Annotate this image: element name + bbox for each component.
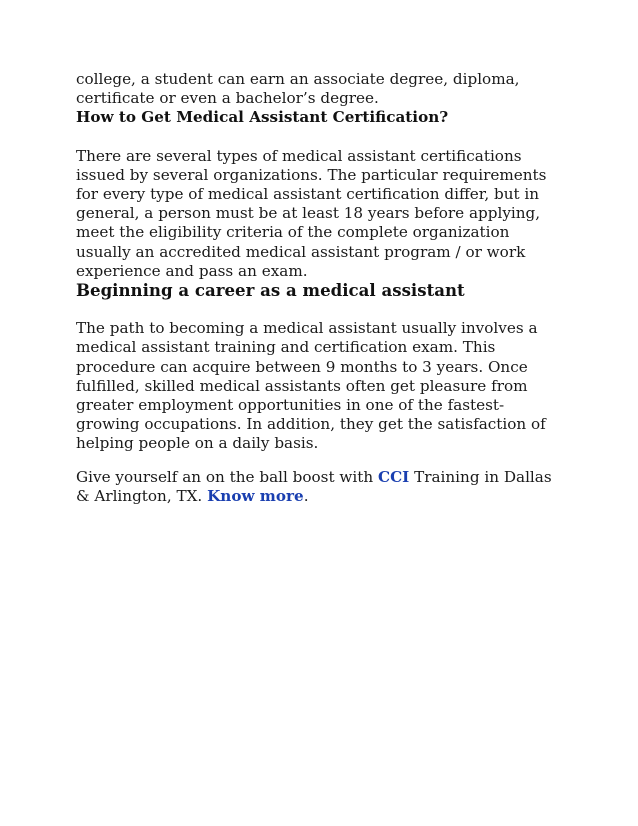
intro-line-1: college, a student can earn an associate degree, diploma, <box>76 70 520 88</box>
career-heading: Beginning a career as a medical assistant <box>76 280 465 301</box>
know-more-link[interactable]: Know more <box>207 486 304 505</box>
closing-prefix: Give yourself an on the ball boost with <box>76 467 378 486</box>
certification-heading: How to Get Medical Assistant Certification? <box>76 108 449 127</box>
certification-paragraph: There are several types of medical assistant certifications issued by several organizations. The particular requirements for every type of medical assistant certification differ, but in general, a person must be at least 18 years before applying, meet the eligibility criteria of the complete organization usually an accredited medical assistant program / or work experience and pass an exam. <box>76 146 547 280</box>
career-paragraph: The path to becoming a medical assistant usually involves a medical assistant training and certification exam. This procedure can acquire between 9 months to 3 years. Once fulfilled, skilled medical assistants often get pleasure from greater employment opportunities in one of the fastest-growing occupations. In addition, they get the satisfaction of helping people on a daily basis. <box>76 319 546 453</box>
intro-line-2: certificate or even a bachelor’s degree. <box>76 89 379 108</box>
document-page <box>76 70 556 506</box>
closing-middle: Training in Dallas & Arlington, TX. <box>76 467 552 505</box>
closing-paragraph <box>76 468 556 506</box>
closing-suffix: . <box>303 486 309 505</box>
cci-link[interactable]: CCI <box>377 467 410 486</box>
intro-paragraph <box>76 70 556 108</box>
